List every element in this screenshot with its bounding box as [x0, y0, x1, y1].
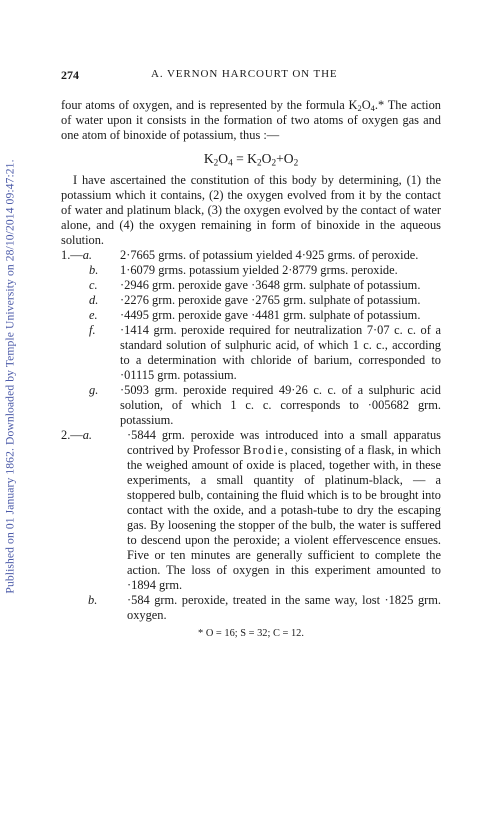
experiment-1e: e. ·4495 grm. peroxide gave ·4481 grm. sulphate of potassium.	[89, 308, 421, 322]
experiment-1g: g. ·5093 grm. peroxide required 49·26 c. c. of a sulphuric acid solution, of which 1 c. c. corresponds to ·005682 grm. potassium.	[89, 383, 441, 427]
experiment-1f: f. ·1414 grm. peroxide required for neutralization 7·07 c. c. of a standard solution of sulphuric acid, of which 1 c. c., according to a determination with chloride of barium, corresponded to ·01115 grm. potassium.	[89, 323, 441, 382]
footnote: * O = 16; S = 32; C = 12.	[198, 628, 304, 639]
page-number: 274	[61, 68, 79, 82]
experiment-2b: b. ·584 grm. peroxide, treated in the same way, lost ·1825 grm. oxygen.	[88, 593, 441, 622]
download-stamp-text: Published on 01 January 1862. Downloaded by Temple University on 28/10/2014 09:47:21.	[3, 158, 17, 594]
running-title: A. VERNON HARCOURT ON THE	[151, 68, 338, 80]
experiment-1b: b. 1·6079 grms. potassium yielded 2·8779 grms. peroxide.	[89, 263, 398, 277]
author-name: Brodie	[243, 443, 285, 457]
intro-paragraph: four atoms of oxygen, and is represented by the formula $K_2O_4.*$ The action of water upon it consists in the formation of two atoms of oxygen gas and one atom of binoxide of potassium, thus :—	[61, 98, 441, 142]
experiment-1d: d. ·2276 grm. peroxide gave ·2765 grm. sulphate of potassium.	[89, 293, 421, 307]
page-header	[61, 68, 441, 84]
experiment-1a: 1.—a. 2·7665 grms. of potassium yielded 4·925 grms. of peroxide.	[61, 248, 419, 262]
download-stamp	[3, 96, 17, 656]
page-body	[61, 68, 441, 639]
experiment-2a: 2.—a. ·5844 grm. peroxide was introduced into a small apparatus contrived by Professor Brodie, consisting of a flask, in which the weighed amount of oxide is placed, together with, in these experiments, a small quantity of platinum-black, — a stoppered bulb, containing the fluid which is to be brought into contact with the oxide, and a potash-tube to dry the escaping gas. By loosening the stopper of the bulb, the water is suffered to descend upon the peroxide; a violent effervescence ensues. Five or ten minutes are generally sufficient to complete the action. The loss of oxygen in this experiment amounted to ·1894 grm.	[61, 428, 442, 592]
experiment-1c: c. ·2946 grm. peroxide gave ·3648 grm. sulphate of potassium.	[89, 278, 421, 292]
equation: $K_2O_4 = K_2O_2+O_2$	[203, 151, 299, 168]
methods-paragraph: I have ascertained the constitution of this body by determining, (1) the potassium which it contains, (2) the oxygen evolved from it by the contact of water and platinum black, (3) the oxygen evolved by the contact of water alone, and (4) the oxygen remaining in form of binoxide in the aqueous solution.	[61, 173, 441, 247]
